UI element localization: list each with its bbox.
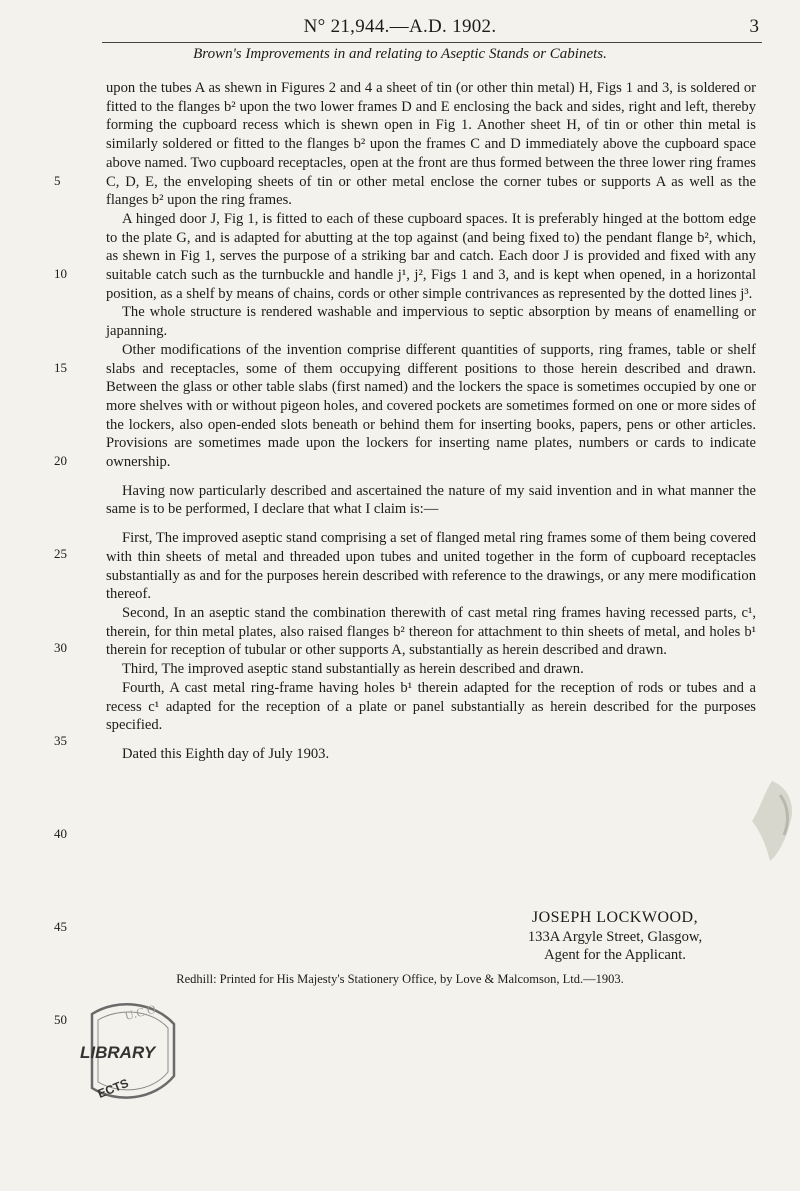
line-number: 10 (54, 266, 67, 281)
library-stamp (62, 996, 182, 1106)
claim-paragraph: Second, In an aseptic stand the combination therewith of cast metal ring frames having recessed parts, c¹, therein, for thin metal plates, also raised flanges b² thereon for attachment to thin sheets of metal, and holes b¹ therein for reception of tubular or other supports A, substantially as herein described and drawn. (106, 604, 756, 659)
claim-paragraph: First, The improved aseptic stand comprising a set of flanged metal ring frames some of them being covered with thin sheets of metal and threaded upon tubes and united together in the form of cupboard receptacles substantially as and for the purposes herein described with reference to the drawings, or any mere modification thereof. (106, 530, 756, 603)
printer-imprint: Redhill: Printed for His Majesty's Stationery Office, by Love & Malcomson, Ltd.—1903. (176, 972, 624, 986)
line-number: 5 (54, 173, 61, 188)
page-header (0, 16, 800, 40)
claim-paragraph: Third, The improved aseptic stand substantially as herein described and drawn. (122, 661, 584, 678)
paragraph: A hinged door J, Fig 1, is fitted to each of these cupboard spaces. It is preferably hinged at the bottom edge to the plate G, and is adapted for abutting at the top against (and being fixed to) the pendant flange b², which, as shewn in Fig 1, serves the purpose of a striking bar and catch. Each door J is provided and fixed with any suitable catch such as the turnbuckle and handle j¹, j², Figs 1 and 3, and is kept when opened, in a horizontal position, as a shelf by means of chains, cords or other simple contrivances as represented by the dotted lines j³. (106, 210, 756, 302)
paragraph: The whole structure is rendered washable and impervious to septic absorption by means of enamelling or japanning. (106, 304, 756, 340)
signatory-role: Agent for the Applicant. (544, 947, 686, 964)
signatory-address: 133A Argyle Street, Glasgow, (527, 928, 703, 945)
stamp-arc-bottom: ECTS (95, 1075, 131, 1101)
dated-line: Dated this Eighth day of July 1903. (122, 745, 330, 762)
line-number: 30 (54, 640, 67, 655)
page-number: 3 (749, 16, 759, 37)
signatory-name: JOSEPH LOCKWOOD, (531, 909, 699, 926)
running-title: Brown's Improvements in and relating to Aseptic Stands or Cabinets. (193, 46, 607, 62)
paper-blemish (730, 775, 800, 865)
patent-number: N° 21,944.—A.D. 1902. (303, 16, 497, 37)
header-rule (102, 42, 762, 43)
stamp-text: LIBRARY (80, 1043, 156, 1062)
line-number: 15 (54, 360, 67, 375)
line-number: 25 (54, 546, 67, 561)
line-number: 40 (54, 826, 67, 841)
stamp-arc-top: U.C.O (123, 1001, 158, 1023)
line-number: 45 (54, 919, 67, 934)
paragraph: upon the tubes A as shewn in Figures 2 and 4 a sheet of tin (or other thin metal) H, Figs 1 and 3, is soldered or fitted to the flanges b² upon the two lower frames D and E enclosing the back and sides, right and left, thereby forming the cupboard recess which is shewn open in Fig 1. Another sheet H, of tin or other thin metal is similarly soldered or fitted to the flanges b² upon the frames C and D immediately above the cupboard space above named. Two cupboard receptacles, open at the front are thus formed between the three lower ring frames C, D, E, the enveloping sheets of tin or other metal enclose the corner tubes or supports A as well as the flanges b² upon the ring frames. (106, 80, 756, 209)
line-number: 20 (54, 453, 67, 468)
paragraph: Having now particularly described and ascertained the nature of my said invention and in what manner the same is to be performed, I declare that what I claim is:— (106, 482, 756, 518)
claim-paragraph: Fourth, A cast metal ring-frame having holes b¹ therein adapted for the reception of rods or tubes and a recess c¹ adapted for the reception of a plate or panel substantially as herein described for the purposes specified. (106, 679, 756, 734)
line-number: 35 (54, 733, 67, 748)
paragraph: Other modifications of the invention comprise different quantities of supports, ring frames, table or shelf slabs and receptacles, some of them occupying different positions to those herein described and drawn. Between the glass or other table slabs (first named) and the lockers the space is sometimes occupied by one or more shelves with or without pigeon holes, and covered pockets are sometimes formed on one or more sides of the lockers, also open-ended slots beneath or behind them for inserting books, papers, pens or other articles. Provisions are sometimes made upon the lockers for inserting name plates, numbers or cards to indicate ownership. (106, 341, 756, 471)
line-number: 50 (54, 1012, 67, 1027)
signature-block (470, 909, 760, 965)
document-body (106, 79, 756, 764)
